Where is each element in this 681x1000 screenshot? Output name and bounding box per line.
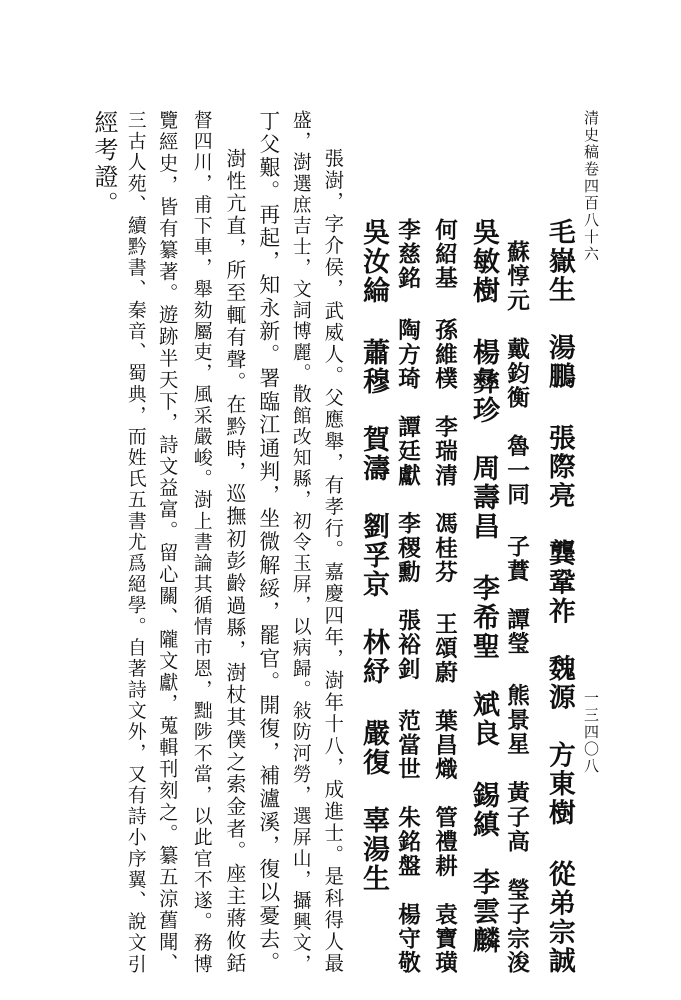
body-column-5: 督四川，甫下車，舉劾屬吏，風采嚴峻。澍上書論其循情市恩，黜陟不當，以此官不遂。務博 [190, 110, 212, 975]
book-title: 清史稿卷四百八十六 [582, 110, 600, 263]
roster-column-5: 李慈銘 陶方琦 譚廷獻 李稷勳 張裕釗 范當世 朱銘盤 楊守敬 [394, 218, 421, 976]
body-column-7: 三古人苑、續黔書、秦音、蜀典，而姓氏五書尤爲絕學。自著詩文外，又有詩小序翼、說文引 [124, 110, 146, 975]
page-number: 一三四〇八 [582, 690, 600, 775]
body-column-4: 澍性亢直，所至輒有聲。在黔時，巡撫初彭齡過縣，澍杖其僕之索金者。座主蔣攸銛 [222, 148, 246, 975]
roster-column-2: 蘇惇元 戴鈞衡 魯一同 子蕡 譚瑩 熊景星 黃子高 瑩子宗浚 [503, 240, 530, 976]
body-column-8: 經考證。 [90, 110, 118, 218]
body-column-1: 張澍，字介侯，武威人。父應舉，有孝行。嘉慶四年，澍年十八，成進士。是科得人最 [321, 148, 345, 975]
roster-column-6: 吳汝綸 蕭穆 賀濤 劉孚京 林紓 嚴復 辜湯生 [358, 218, 389, 893]
roster-column-1: 毛嶽生 湯鵬 張際亮 龔鞏祚 魏源 方東樹 從弟宗誠 [543, 218, 575, 976]
body-column-3: 丁父艱。再起，知永新。署臨江通判，坐微解綏，罷官。開復，補瀘溪，復以憂去。 [255, 110, 280, 975]
body-column-6: 覽經史，皆有纂著。遊跡半天下，詩文益富。留心關、隴文獻，蒐輯刊刻之。纂五涼舊聞、 [156, 110, 180, 975]
body-column-2: 盛，澍選庶吉士，文詞博麗。散館改知縣，初令玉屏，以病歸。敍防河勞，選屏山，攝興文， [289, 110, 311, 975]
roster-column-4: 何紹基 孫維樸 李瑞清 馮桂芬 王頌蔚 葉昌熾 管禮耕 袁寶璜 [431, 218, 458, 976]
roster-column-3: 吳敏樹 楊彝珍 周壽昌 李希聖 斌良 錫縝 李雲麟 [468, 218, 499, 955]
